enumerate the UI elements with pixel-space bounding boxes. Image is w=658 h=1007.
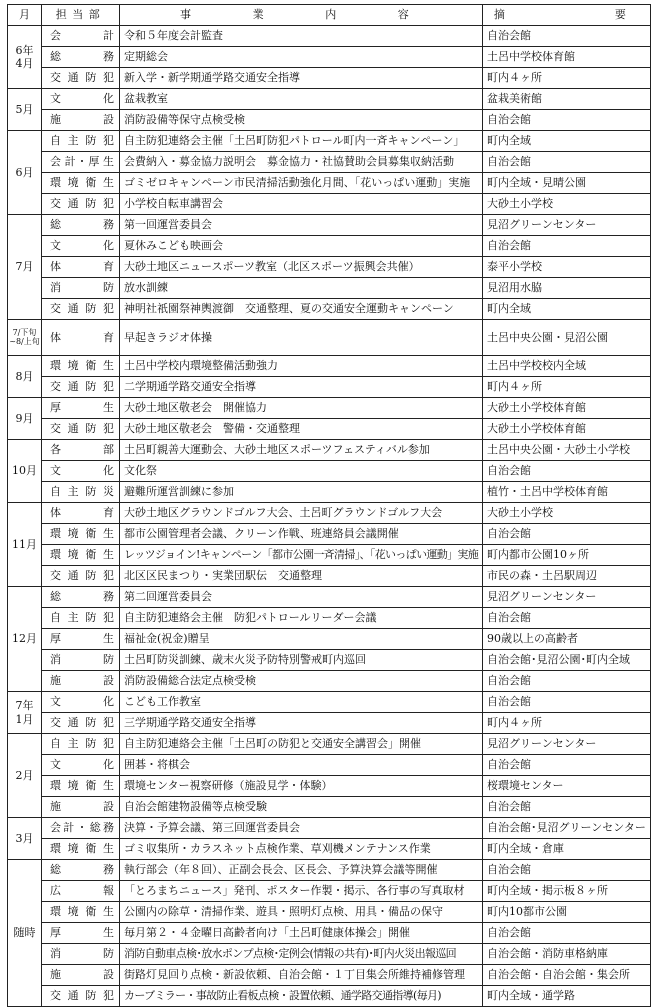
note-cell: 90歳以上の高齢者 (483, 629, 651, 650)
table-row (8, 671, 651, 692)
table-row (8, 713, 651, 734)
dept-cell: 施設 (42, 797, 120, 818)
table-row (8, 398, 651, 419)
note-cell: 土呂中央公園・見沼公園 (483, 320, 651, 356)
month-cell: 3月 (8, 818, 42, 860)
month-cell: 2月 (8, 734, 42, 818)
dept-cell: 消防 (42, 650, 120, 671)
dept-cell: 交通防犯 (42, 377, 120, 398)
month-cell: 随時 (8, 860, 42, 1007)
dept-cell: 施設 (42, 671, 120, 692)
dept-cell: 消防 (42, 278, 120, 299)
header-content: 事 業 内 容 (120, 5, 483, 26)
table-row (8, 356, 651, 377)
note-cell: 大砂土小学校体育館 (483, 419, 651, 440)
header-dept: 担当部 (42, 5, 120, 26)
dept-cell: 総務 (42, 215, 120, 236)
content-cell: 大砂土地区敬老会 警備・交通整理 (120, 419, 483, 440)
annual-schedule-table (7, 4, 651, 1007)
dept-cell: 自主防犯 (42, 131, 120, 152)
note-cell: 自治会館 (483, 608, 651, 629)
content-cell: 令和５年度会計監査 (120, 26, 483, 47)
note-cell: 町内４ヶ所 (483, 68, 651, 89)
table-row (8, 194, 651, 215)
content-cell: 決算・予算会議、第三回運営委員会 (120, 818, 483, 839)
content-cell: 夏休みこども映画会 (120, 236, 483, 257)
month-cell: 9月 (8, 398, 42, 440)
dept-cell: 交通防犯 (42, 419, 120, 440)
content-cell: 公園内の除草・清掃作業、遊具・照明灯点検、用具・備品の保守 (120, 902, 483, 923)
month-cell: 7/下旬 ~8/上旬 (8, 320, 42, 356)
note-cell: 土呂中央公園・大砂土小学校 (483, 440, 651, 461)
note-cell: 自治会館・消防車格納庫 (483, 944, 651, 965)
note-cell: 大砂土小学校体育館 (483, 398, 651, 419)
content-cell: 土呂中学校内環境整備活動強力 (120, 356, 483, 377)
dept-cell: 会計 (42, 26, 120, 47)
table-row (8, 131, 651, 152)
note-cell: 自治会館･見沼グリーンセンター (483, 818, 651, 839)
content-cell: 毎月第２・４金曜日高齢者向け「土呂町健康体操会」開催 (120, 923, 483, 944)
content-cell: 福祉金(祝金)贈呈 (120, 629, 483, 650)
content-cell: 自主防犯連絡会主催「土呂町防犯パトロール町内一斉キャンペーン」 (120, 131, 483, 152)
dept-cell: 環境衛生 (42, 356, 120, 377)
note-cell: 自治会館 (483, 797, 651, 818)
note-cell: 見沼グリーンセンター (483, 215, 651, 236)
table-row (8, 377, 651, 398)
table-row (8, 215, 651, 236)
table-row (8, 278, 651, 299)
table-row (8, 419, 651, 440)
note-cell: 町内全域・通学路 (483, 986, 651, 1007)
content-cell: 街路灯見回り点検・新設依頼、自治会館・１丁目集会所維持補修管理 (120, 965, 483, 986)
note-cell: 自治会館･見沼公園･町内全域 (483, 650, 651, 671)
table-row (8, 587, 651, 608)
month-cell: 5月 (8, 89, 42, 131)
note-cell: 自治会館 (483, 755, 651, 776)
content-cell: ゴミゼロキャンペーン市民清掃活動強化月間、「花いっぱい運動」実施 (120, 173, 483, 194)
month-cell: 6月 (8, 131, 42, 215)
table-row (8, 818, 651, 839)
table-row (8, 692, 651, 713)
content-cell: 新入学・新学期通学路交通安全指導 (120, 68, 483, 89)
table-row (8, 68, 651, 89)
dept-cell: 自主防犯 (42, 734, 120, 755)
note-cell: 土呂中学校体育館 (483, 47, 651, 68)
content-cell: 消防自動車点検･放水ポンプ点検･定例会(情報の共有)･町内火災出報巡回 (120, 944, 483, 965)
table-row (8, 965, 651, 986)
dept-cell: 交通防犯 (42, 713, 120, 734)
header-note: 摘 要 (483, 5, 651, 26)
dept-cell: 環境衛生 (42, 839, 120, 860)
dept-cell: 環境衛生 (42, 524, 120, 545)
table-row (8, 797, 651, 818)
content-cell: 囲碁・将棋会 (120, 755, 483, 776)
table-row (8, 755, 651, 776)
note-cell: 自治会館 (483, 923, 651, 944)
table-row (8, 257, 651, 278)
content-cell: 消防設備等保守点検受検 (120, 110, 483, 131)
table-row (8, 524, 651, 545)
table-body (8, 26, 651, 1007)
note-cell: 自治会館 (483, 152, 651, 173)
content-cell: 小学校自転車講習会 (120, 194, 483, 215)
dept-cell: 体育 (42, 503, 120, 524)
month-cell: 8月 (8, 356, 42, 398)
note-cell: 見沼グリーンセンター (483, 587, 651, 608)
note-cell: 土呂中学校校内全域 (483, 356, 651, 377)
table-row (8, 173, 651, 194)
note-cell: 自治会館 (483, 692, 651, 713)
note-cell: 自治会館 (483, 860, 651, 881)
dept-cell: 交通防犯 (42, 986, 120, 1007)
dept-cell: 環境衛生 (42, 776, 120, 797)
table-row (8, 152, 651, 173)
dept-cell: 交通防犯 (42, 566, 120, 587)
content-cell: 第二回運営委員会 (120, 587, 483, 608)
month-cell: 12月 (8, 587, 42, 692)
month-cell: 7年 1月 (8, 692, 42, 734)
note-cell: 町内全域 (483, 299, 651, 320)
content-cell: 消防設備総合法定点検受検 (120, 671, 483, 692)
content-cell: 自主防犯連絡会主催 防犯パトロールリーダー会議 (120, 608, 483, 629)
table-row (8, 320, 651, 356)
note-cell: 町内全域・掲示板８ヶ所 (483, 881, 651, 902)
content-cell: 定期総会 (120, 47, 483, 68)
content-cell: 執行部会（年８回）、正副会長会、区長会、予算決算会議等開催 (120, 860, 483, 881)
content-cell: 早起きラジオ体操 (120, 320, 483, 356)
note-cell: 見沼グリーンセンター (483, 734, 651, 755)
dept-cell: 厚生 (42, 629, 120, 650)
dept-cell: 交通防犯 (42, 194, 120, 215)
note-cell: 自治会館 (483, 671, 651, 692)
table-row (8, 923, 651, 944)
content-cell: 自治会館建物設備等点検受験 (120, 797, 483, 818)
table-row (8, 545, 651, 566)
content-cell: 三学期通学路交通安全指導 (120, 713, 483, 734)
note-cell: 町内10都市公園 (483, 902, 651, 923)
dept-cell: 自主防犯 (42, 608, 120, 629)
table-row (8, 110, 651, 131)
dept-cell: 会計・総務 (42, 818, 120, 839)
table-row (8, 299, 651, 320)
month-cell: 10月 (8, 440, 42, 503)
content-cell: 放水訓練 (120, 278, 483, 299)
table-row (8, 944, 651, 965)
dept-cell: 環境衛生 (42, 545, 120, 566)
table-row (8, 986, 651, 1007)
note-cell: 桜環境センター (483, 776, 651, 797)
dept-cell: 各部 (42, 440, 120, 461)
note-cell: 大砂土小学校 (483, 503, 651, 524)
note-cell: 自治会館 (483, 26, 651, 47)
note-cell: 町内全域・倉庫 (483, 839, 651, 860)
note-cell: 町内４ヶ所 (483, 713, 651, 734)
note-cell: 町内全域・見晴公園 (483, 173, 651, 194)
dept-cell: 自主防災 (42, 482, 120, 503)
content-cell: 神明社祇園祭神輿渡御 交通整理、夏の交通安全運動キャンペーン (120, 299, 483, 320)
content-cell: カーブミラー・事故防止看板点検・設置依頼、通学路交通指導(毎月) (120, 986, 483, 1007)
note-cell: 自治会館 (483, 236, 651, 257)
note-cell: 盆栽美術館 (483, 89, 651, 110)
month-cell: 7月 (8, 215, 42, 320)
dept-cell: 文化 (42, 692, 120, 713)
table-row (8, 902, 651, 923)
dept-cell: 文化 (42, 755, 120, 776)
dept-cell: 交通防犯 (42, 68, 120, 89)
note-cell: 自治会館・自治会館・集会所 (483, 965, 651, 986)
table-row (8, 89, 651, 110)
dept-cell: 会計･厚生 (42, 152, 120, 173)
table-row (8, 839, 651, 860)
table-row (8, 650, 651, 671)
content-cell: 自主防犯連絡会主催「土呂町の防犯と交通安全講習会」開催 (120, 734, 483, 755)
dept-cell: 総務 (42, 587, 120, 608)
content-cell: 北区区民まつり・実業団駅伝 交通整理 (120, 566, 483, 587)
dept-cell: 体育 (42, 257, 120, 278)
note-cell: 町内都市公園10ヶ所 (483, 545, 651, 566)
dept-cell: 文化 (42, 236, 120, 257)
note-cell: 町内全域 (483, 131, 651, 152)
content-cell: 会費納入・募金協力説明会 募金協力・社協賛助会員募集収納活動 (120, 152, 483, 173)
content-cell: 大砂土地区ニュースポーツ教室（北区スポーツ振興会共催） (120, 257, 483, 278)
table-row (8, 482, 651, 503)
table-row (8, 881, 651, 902)
dept-cell: 総務 (42, 47, 120, 68)
note-cell: 見沼用水脇 (483, 278, 651, 299)
table-row (8, 629, 651, 650)
note-cell: 大砂土小学校 (483, 194, 651, 215)
dept-cell: 交通防犯 (42, 299, 120, 320)
content-cell: 「とろまちニュース」発刊、ポスター作製・掲示、各行事の写真取材 (120, 881, 483, 902)
dept-cell: 消防 (42, 944, 120, 965)
table-row (8, 503, 651, 524)
table-header (8, 5, 651, 26)
note-cell: 自治会館 (483, 461, 651, 482)
table-row (8, 776, 651, 797)
note-cell: 植竹・土呂中学校体育館 (483, 482, 651, 503)
note-cell: 市民の森・土呂駅周辺 (483, 566, 651, 587)
content-cell: こども工作教室 (120, 692, 483, 713)
content-cell: 大砂土地区グラウンドゴルフ大会、土呂町グラウンドゴルフ大会 (120, 503, 483, 524)
content-cell: 土呂町防災訓練、歳末火災予防特別警戒町内巡回 (120, 650, 483, 671)
note-cell: 町内４ヶ所 (483, 377, 651, 398)
table-row (8, 47, 651, 68)
header-month: 月 (8, 5, 42, 26)
table-row (8, 440, 651, 461)
dept-cell: 文化 (42, 461, 120, 482)
table-row (8, 461, 651, 482)
content-cell: 盆栽教室 (120, 89, 483, 110)
dept-cell: 総務 (42, 860, 120, 881)
month-cell: 6年 4月 (8, 26, 42, 89)
dept-cell: 広報 (42, 881, 120, 902)
table-row (8, 734, 651, 755)
content-cell: 土呂町親善大運動会、大砂土地区スポーツフェスティバル参加 (120, 440, 483, 461)
content-cell: 環境センター視察研修（施設見学・体験） (120, 776, 483, 797)
content-cell: 避難所運営訓練に参加 (120, 482, 483, 503)
note-cell: 自治会館 (483, 524, 651, 545)
table-row (8, 566, 651, 587)
content-cell: 大砂土地区敬老会 開催協力 (120, 398, 483, 419)
month-cell: 11月 (8, 503, 42, 587)
table-row (8, 236, 651, 257)
content-cell: 都市公園管理者会議、クリーン作戦、班連絡員会議開催 (120, 524, 483, 545)
content-cell: ゴミ収集所・カラスネット点検作業、草刈機メンテナンス作業 (120, 839, 483, 860)
content-cell: 第一回運営委員会 (120, 215, 483, 236)
table-row (8, 26, 651, 47)
dept-cell: 環境衛生 (42, 902, 120, 923)
dept-cell: 施設 (42, 110, 120, 131)
content-cell: レッツジョイン!キャンペーン「都市公園一斉清掃」、「花いっぱい運動」実施 (120, 545, 483, 566)
table-row (8, 860, 651, 881)
content-cell: 文化祭 (120, 461, 483, 482)
table-row (8, 608, 651, 629)
note-cell: 泰平小学校 (483, 257, 651, 278)
dept-cell: 施設 (42, 965, 120, 986)
note-cell: 自治会館 (483, 110, 651, 131)
dept-cell: 厚生 (42, 398, 120, 419)
dept-cell: 文化 (42, 89, 120, 110)
content-cell: 二学期通学路交通安全指導 (120, 377, 483, 398)
dept-cell: 厚生 (42, 923, 120, 944)
dept-cell: 体育 (42, 320, 120, 356)
dept-cell: 環境衛生 (42, 173, 120, 194)
